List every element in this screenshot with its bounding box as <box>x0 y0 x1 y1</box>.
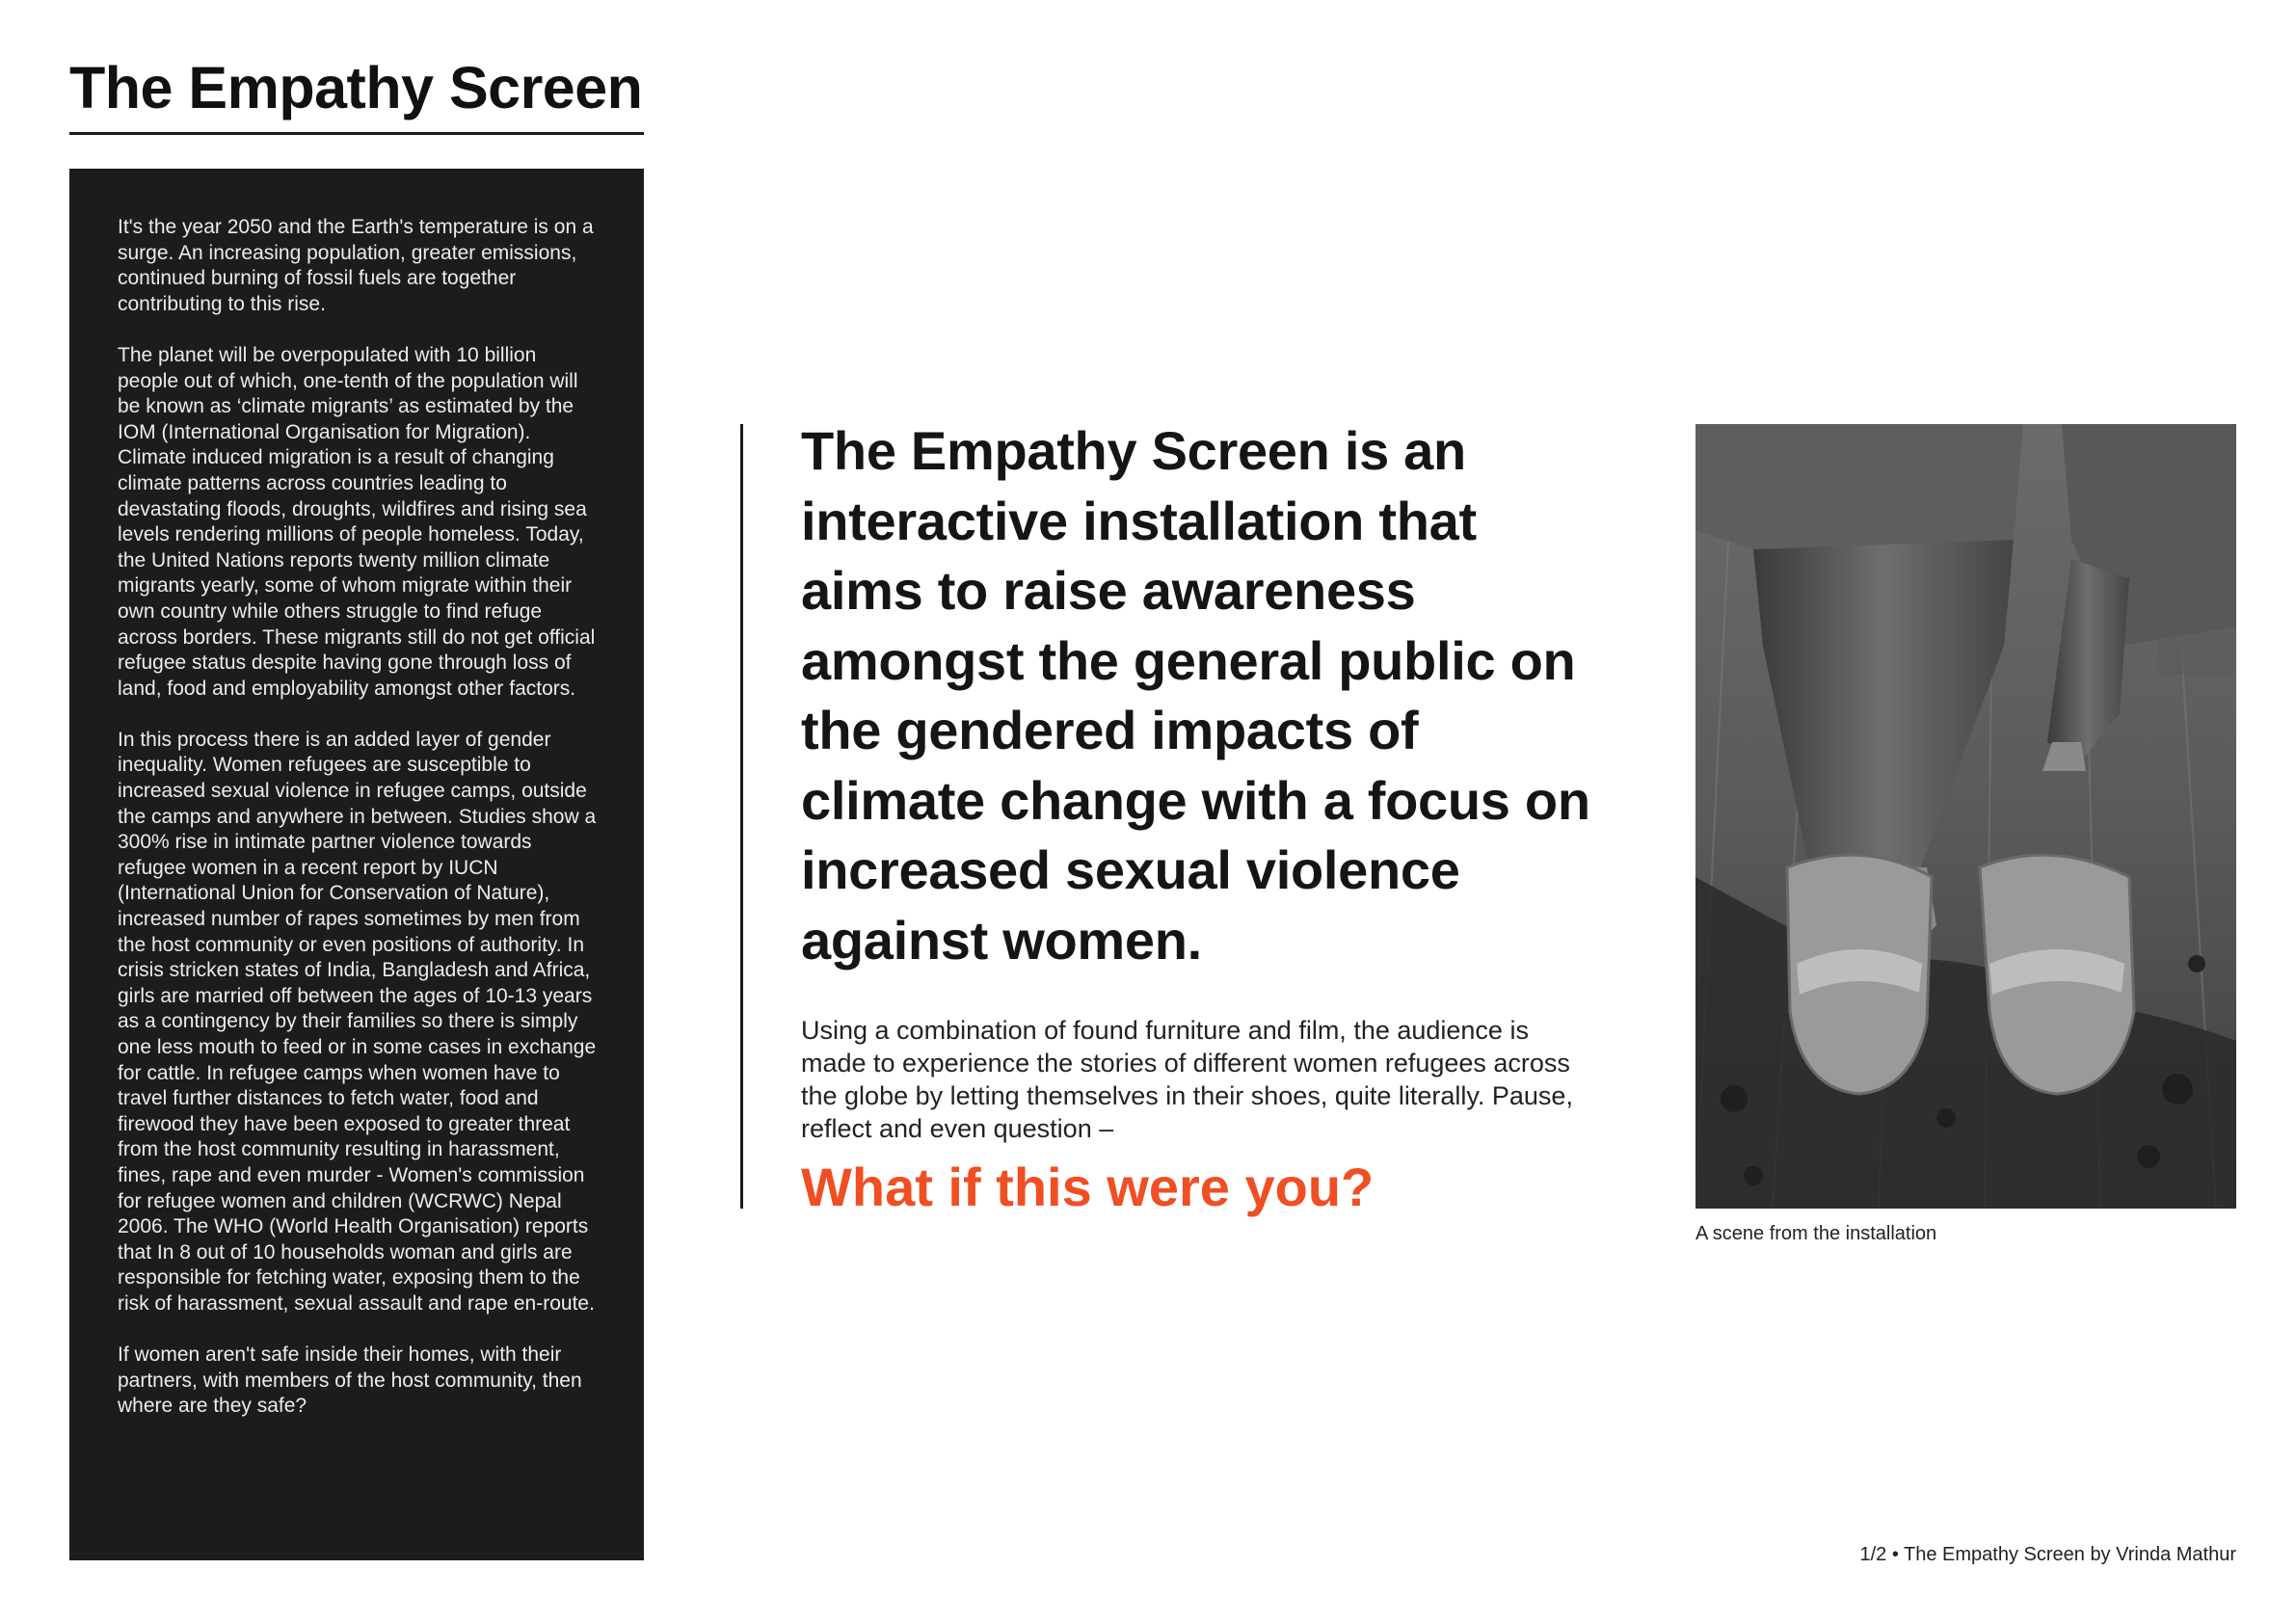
photo-caption: A scene from the installation <box>1695 1223 1937 1244</box>
highlight-question: What if this were you? <box>801 1157 1375 1217</box>
context-paragraph: In this process there is an added layer of gender inequality. Women refugees are susceptible to increased sexual violence in refugee camps, outside the camps and anywhere in between. Studies show a 300% rise in intimate partner violence towards refugee women in a recent report by IUCN (International Union for Conservation of Nature), increased number of rapes sometimes by men from the host community or even positions of authority. In crisis stricken states of India, Bangladesh and Africa, girls are married off between the ages of 10-13 years as a contingency by their families so there is simply one less mouth to feed or in some cases in exchange for cattle. In refugee camps when women have to travel further distances to fetch water, food and firewood they have been exposed to greater threat from the host community resulting in harassment, fines, rape and even murder - Women's commission for refugee women and children (WCRWC) Nepal 2006. The WHO (World Health Organisation) reports that In 8 out of 10 households woman and girls are responsible for fetching water, exposing them to the risk of harassment, sexual assault and rape en-route. <box>118 728 597 1315</box>
vertical-divider <box>740 424 743 1209</box>
context-text-panel <box>69 169 644 1560</box>
page-footer: 1/2 • The Empathy Screen by Vrinda Mathur <box>1859 1544 2236 1565</box>
project-description: Using a combination of found furniture and film, the audience is made to experience the stories of different women refugees across the globe by letting themselves in their shoes, quite literally. Pause, reflect and even question – <box>801 1016 1573 1143</box>
project-statement: The Empathy Screen is an interactive installation that aims to raise awareness amongst the general public on the gendered impacts of climate change with a focus on increased sexual violence against women. <box>801 420 1590 971</box>
context-paragraph: If women aren't safe inside their homes, with their partners, with members of the host community, then where are they safe? <box>118 1344 582 1418</box>
context-paragraph: The planet will be overpopulated with 10 billion people out of which, one-tenth of the population will be known as ‘climate migrants’ as estimated by the IOM (International Organisation for Migration). Climate induced migration is a result of changing climate patterns across countries leading to devastating floods, droughts, wildfires and rising sea levels rendering millions of people homeless. Today, the United Nations reports twenty million climate migrants yearly, some of whom migrate within their own country while others struggle to find refuge across borders. These migrants still do not get official refugee status despite having gone through loss of land, food and employability amongst other factors. <box>118 343 596 700</box>
title-underline <box>69 132 644 135</box>
context-paragraph: It's the year 2050 and the Earth's temperature is on a surge. An increasing population, greater emissions, continued burning of fossil fuels are together contributing to this rise. <box>118 216 594 315</box>
installation-photo <box>1695 424 2236 1209</box>
page-title: The Empathy Screen <box>69 55 643 120</box>
